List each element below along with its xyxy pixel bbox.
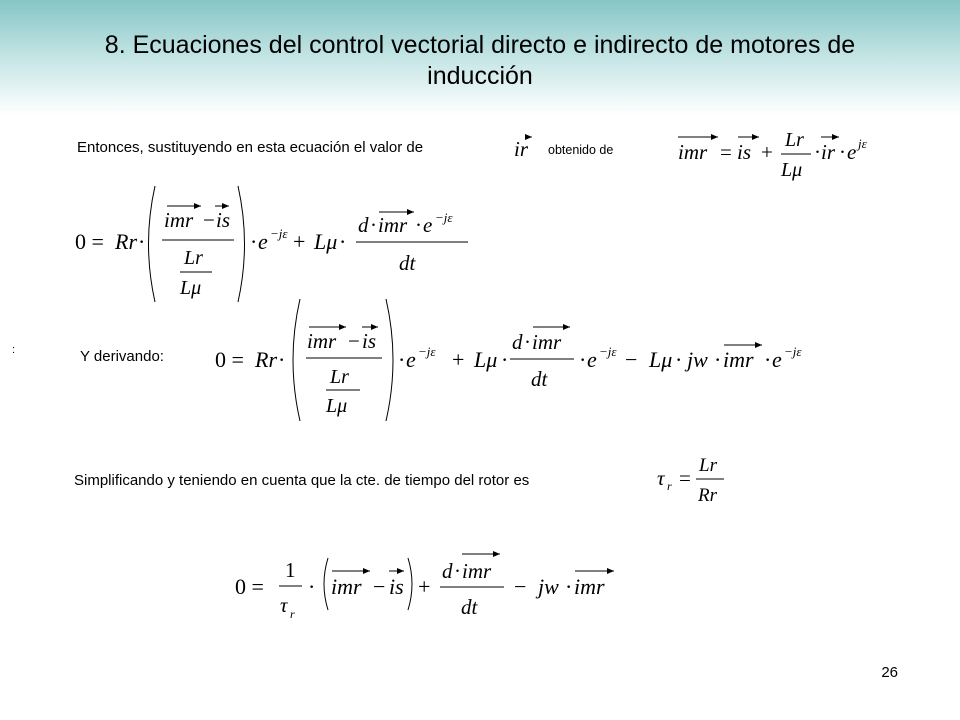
title-line-2: inducción <box>427 62 533 90</box>
derivando-label: Y derivando: <box>80 348 164 365</box>
svg-text:dt: dt <box>461 595 478 619</box>
svg-text:Lr: Lr <box>184 247 203 269</box>
svg-text:Lr: Lr <box>785 129 804 151</box>
svg-text:−: − <box>203 208 215 232</box>
svg-text:d: d <box>512 330 523 354</box>
svg-text:·: · <box>839 140 846 164</box>
title-line-1: 8. Ecuaciones del control vectorial directo e indirecto de motores de <box>104 31 856 59</box>
svg-text:0 =: 0 = <box>215 347 244 372</box>
ir-vector-symbol <box>508 128 538 162</box>
svg-text:jw: jw <box>538 574 559 599</box>
svg-text:·: · <box>138 229 146 254</box>
svg-text:imr: imr <box>164 208 194 232</box>
svg-text:e: e <box>258 229 268 254</box>
svg-text:is: is <box>362 329 377 353</box>
svg-text:ir: ir <box>514 137 529 161</box>
svg-text:is: is <box>389 574 404 599</box>
svg-text:Lμ: Lμ <box>180 277 202 299</box>
svg-text:0 =: 0 = <box>235 574 264 599</box>
stray-mark: : <box>12 344 16 356</box>
svg-text:−jε: −jε <box>418 344 436 359</box>
svg-text:·: · <box>764 347 772 372</box>
svg-text:dt: dt <box>531 367 548 391</box>
svg-text:imr: imr <box>462 559 492 583</box>
svg-text:−: − <box>514 574 527 599</box>
svg-text:−jε: −jε <box>435 210 453 225</box>
svg-text:−jε: −jε <box>599 344 617 359</box>
svg-text:r: r <box>667 479 672 493</box>
svg-text:Lμ: Lμ <box>649 347 673 372</box>
svg-text:r: r <box>290 607 295 621</box>
svg-text:Lμ: Lμ <box>781 159 803 181</box>
svg-text:Rr: Rr <box>115 229 137 254</box>
equation-derived <box>212 295 852 425</box>
svg-text:ir: ir <box>821 140 836 164</box>
svg-text:·: · <box>250 229 258 254</box>
svg-text:=: = <box>679 466 691 490</box>
svg-text:imr: imr <box>678 140 708 164</box>
svg-text:d: d <box>442 559 453 583</box>
svg-text:Rr: Rr <box>255 347 277 372</box>
svg-text:e: e <box>847 140 857 164</box>
svg-text:·: · <box>278 347 286 372</box>
svg-text:·: · <box>308 574 316 599</box>
svg-text:1: 1 <box>285 558 296 582</box>
svg-text:imr: imr <box>331 574 362 599</box>
svg-text:0 =: 0 = <box>75 229 104 254</box>
svg-text:imr: imr <box>723 347 754 372</box>
svg-text:Lr: Lr <box>699 455 717 476</box>
svg-text:Lr: Lr <box>330 366 349 388</box>
obtained-from-text: obtenido de <box>548 143 614 157</box>
svg-text:+: + <box>418 574 431 599</box>
svg-text:+: + <box>293 229 306 254</box>
svg-text:−: − <box>348 329 360 353</box>
svg-text:τ: τ <box>280 593 288 617</box>
svg-text:·: · <box>370 213 377 237</box>
svg-text:τ: τ <box>657 466 665 490</box>
svg-text:imr: imr <box>532 330 562 354</box>
svg-text:imr: imr <box>307 329 337 353</box>
svg-text:·: · <box>398 347 406 372</box>
svg-text:−: − <box>373 574 386 599</box>
svg-text:·: · <box>501 347 509 372</box>
svg-text:+: + <box>761 140 773 164</box>
svg-text:e: e <box>587 347 597 372</box>
svg-text:jw: jw <box>687 347 708 372</box>
svg-text:e: e <box>423 213 433 237</box>
svg-text:·: · <box>339 229 347 254</box>
page-number: 26 <box>881 664 898 681</box>
svg-text:imr: imr <box>574 574 605 599</box>
svg-text:is: is <box>737 140 752 164</box>
svg-text:·: · <box>675 347 683 372</box>
svg-text:dt: dt <box>399 251 416 275</box>
svg-text:d: d <box>358 213 369 237</box>
svg-text:·: · <box>415 213 422 237</box>
svg-text:imr: imr <box>378 213 408 237</box>
svg-text:·: · <box>714 347 722 372</box>
svg-text:+: + <box>452 347 465 372</box>
svg-text:Lμ: Lμ <box>474 347 498 372</box>
svg-text:−jε: −jε <box>784 344 802 359</box>
svg-text:−jε: −jε <box>270 226 288 241</box>
svg-text:·: · <box>565 574 573 599</box>
simplifying-text: Simplificando y teniendo en cuenta que la cte. de tiempo del rotor es <box>74 472 530 489</box>
svg-text:Rr: Rr <box>698 485 717 506</box>
svg-text:is: is <box>216 208 231 232</box>
svg-text:=: = <box>720 140 732 164</box>
equation-final <box>232 542 632 624</box>
equation-tau <box>652 452 732 510</box>
svg-text:jε: jε <box>858 136 867 151</box>
svg-text:·: · <box>814 140 821 164</box>
slide-title <box>0 30 960 92</box>
intro-text: Entonces, sustituyendo en esta ecuación el valor de <box>77 139 424 156</box>
svg-text:Lμ: Lμ <box>326 395 348 417</box>
svg-text:·: · <box>579 347 587 372</box>
equation-definition <box>675 124 880 186</box>
svg-text:·: · <box>524 330 531 354</box>
svg-text:Lμ: Lμ <box>314 229 338 254</box>
svg-text:−: − <box>625 347 638 372</box>
equation-substituted <box>72 182 482 306</box>
svg-text:·: · <box>454 559 461 583</box>
svg-text:e: e <box>406 347 416 372</box>
svg-text:e: e <box>772 347 782 372</box>
